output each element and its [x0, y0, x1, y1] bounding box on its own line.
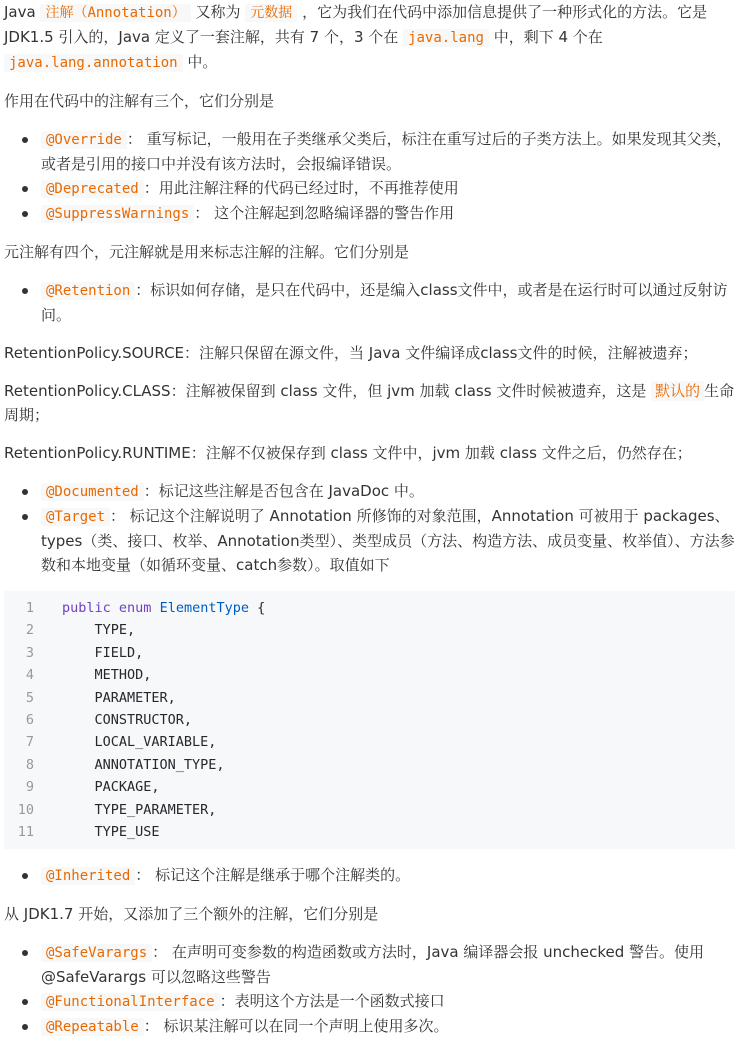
list-item-text: ：表明这个方法是一个函数式接口 [219, 992, 445, 1011]
list-item-text: ： 在声明可变参数的构造函数或方法时，Java 编译器会报 unchecked 警告。使用 @SafeVarargs 可以忽略这些警告 [41, 943, 705, 987]
keyword-public: public [62, 600, 111, 616]
line-number: 7 [25, 734, 34, 751]
enum-value: METHOD, [94, 667, 152, 684]
meta-annotations-heading: 元注解有四个，元注解就是用来标志注解的注解。它们分别是 [4, 243, 410, 261]
list-item [41, 989, 735, 1014]
list-item-text: ： 标记这个注解是继承于哪个注解类的。 [135, 866, 411, 885]
inline-code: @Deprecated [41, 180, 144, 198]
retention-class [4, 379, 735, 427]
code-line [4, 642, 735, 664]
enum-value: FIELD, [94, 644, 144, 661]
line-number: 10 [17, 801, 34, 818]
enum-value: TYPE_PARAMETER, [94, 801, 217, 818]
code-line [4, 821, 735, 843]
enum-value: PARAMETER, [94, 689, 176, 706]
inherited-list [4, 863, 735, 888]
type-name: ElementType [159, 600, 249, 616]
list-item-text: ：标识如何存储，是只在代码中，还是编入class文件中，或者是在运行时可以通过反射访问。 [41, 281, 728, 324]
list-item [41, 1014, 735, 1039]
inline-code-java-lang-annotation: java.lang.annotation [4, 54, 183, 72]
meta-annotations-list [4, 278, 735, 327]
inline-code-java-lang: java.lang [403, 29, 489, 47]
code-line [4, 799, 735, 821]
line-number: 4 [25, 667, 34, 684]
list-item-text: ：标记这些注解是否包含在 JavaDoc 中。 [143, 482, 424, 500]
inline-code-metadata: 元数据 [245, 4, 297, 22]
code-line [4, 709, 735, 731]
line-number: 11 [17, 824, 34, 841]
line-number: 8 [25, 756, 34, 773]
line-number: 3 [25, 644, 34, 661]
line-number: 5 [25, 689, 34, 706]
intro-text-3: ，它为我们在代码中添加信息提供了一种形式化的方法。它是 JDK1.5 引入的，Java 定义了一套注解，共有 7 个，3 个在 [4, 3, 708, 46]
list-item-text: ： 重写标记，一般用在子类继承父类后，标注在重写过后的子类方法上。如果发现其父类，或者是引用的接口中并没有该方法时，会报编译错误。 [41, 130, 732, 173]
keyword-enum: enum [118, 600, 152, 616]
enum-value: TYPE_USE [94, 824, 160, 841]
inline-code: @Repeatable [41, 1018, 144, 1036]
meta-annotations-list-2 [4, 479, 735, 577]
retention-class-text-2: 生命周期； [4, 382, 735, 424]
list-item [41, 127, 735, 176]
list-item-text: ： 标识某注解可以在同一个声明上使用多次。 [143, 1017, 449, 1036]
list-item-text: ： 标记这个注解说明了 Annotation 所修饰的对象范围，Annotation 可被用于 packages、types（类、接口、枚举、Annotation类型）、类型成员（方法、构造方法、成员变量、枚举值）、方法参数和本地变量（如循环变量、catch参数）。取值如下 [41, 507, 735, 574]
list-item-text: ： 这个注解起到忽略编译器的警告作用 [194, 204, 455, 222]
builtin-annotations-heading: 作用在代码中的注解有三个，它们分别是 [4, 92, 275, 110]
code-line [4, 664, 735, 686]
enum-value: TYPE, [94, 622, 136, 639]
list-item [41, 278, 735, 327]
list-item [41, 201, 735, 226]
code-line [4, 597, 735, 619]
inline-code: @SuppressWarnings [41, 205, 194, 223]
list-item [41, 479, 735, 504]
list-item-text: ：用此注解注释的代码已经过时，不再推荐使用 [143, 179, 459, 197]
enum-value: LOCAL_VARIABLE, [94, 734, 217, 751]
jdk17-heading: 从 JDK1.7 开始，又添加了三个额外的注解，它们分别是 [4, 905, 379, 924]
retention-class-text-1: RetentionPolicy.CLASS：注解被保留到 class 文件，但 jvm 加载 class 文件时候被遗弃，这是 [4, 382, 652, 400]
line-number: 2 [25, 622, 34, 639]
retention-source: RetentionPolicy.SOURCE：注解只保留在源文件，当 Java 文件编译成class文件的时候，注解被遗弃； [4, 344, 698, 362]
intro-text-2: 又称为 [190, 3, 246, 21]
inline-code: @Retention [41, 282, 135, 300]
list-item [41, 504, 735, 577]
list-item [41, 863, 735, 888]
list-item [41, 940, 735, 989]
code-line [4, 731, 735, 753]
inline-code: @Inherited [41, 867, 135, 885]
code-line [4, 619, 735, 641]
inline-code-annotation: 注解（Annotation） [40, 4, 190, 22]
list-item [41, 176, 735, 201]
inline-code: @Target [41, 508, 110, 526]
enum-value: CONSTRUCTOR, [94, 712, 193, 729]
intro-text-1: Java [4, 3, 41, 21]
inline-code: @Documented [41, 483, 144, 501]
retention-runtime: RetentionPolicy.RUNTIME：注解不仅被保存到 class 文件中，jvm 加载 class 文件之后，仍然存在； [4, 444, 692, 462]
code-block-elementtype [4, 591, 735, 849]
enum-value: ANNOTATION_TYPE, [94, 756, 225, 773]
jdk17-annotations-list [4, 940, 735, 1039]
intro-text-4: 中，剩下 4 个在 [488, 28, 603, 46]
code-line [4, 687, 735, 709]
highlight-default: 默认的 [651, 381, 704, 401]
builtin-annotations-list [4, 127, 735, 226]
intro-text-5: 中。 [182, 53, 218, 71]
open-brace: { [257, 600, 266, 616]
code-line [4, 776, 735, 798]
line-number: 6 [25, 712, 34, 729]
code-line [4, 754, 735, 776]
line-number: 1 [25, 600, 34, 616]
inline-code: @SafeVarargs [41, 944, 152, 962]
inline-code: @FunctionalInterface [41, 993, 220, 1011]
inline-code: @Override [41, 131, 127, 149]
line-number: 9 [25, 779, 34, 796]
intro-paragraph [4, 0, 735, 75]
enum-value: PACKAGE, [94, 779, 160, 796]
